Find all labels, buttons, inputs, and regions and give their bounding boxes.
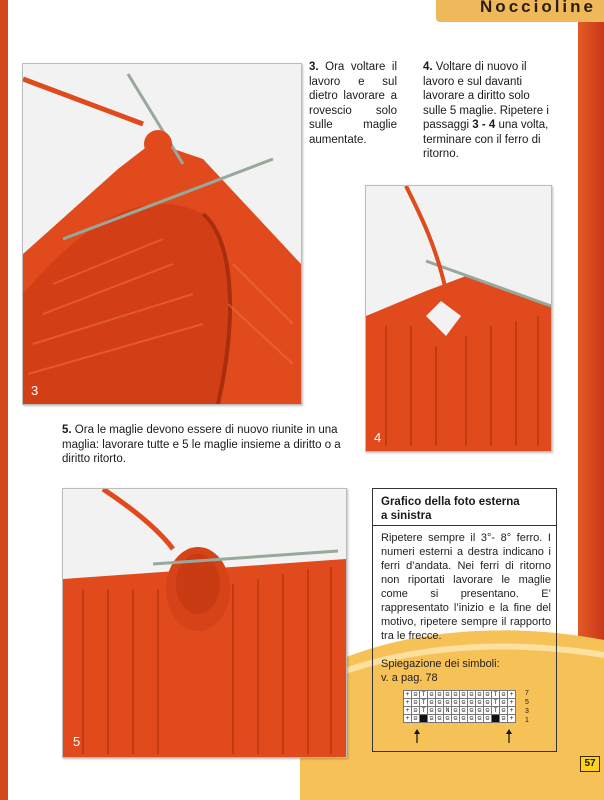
photo-step-5: [62, 488, 347, 758]
step-5-number: 5.: [62, 424, 72, 436]
chart-box-title-line1: Grafico della foto esterna: [381, 496, 520, 508]
chart-info-box: [372, 488, 557, 752]
step-3-body: Ora voltare il lavoro e sul dietro lavorare a rovescio solo sulle maglie aumentate.: [309, 61, 398, 146]
chart-row-number: 1: [525, 717, 529, 724]
step-4-body-b: una volta, terminare con il ferro di ritorno.: [423, 119, 549, 160]
chart-row-number: 7: [525, 690, 529, 697]
photo-step-4: [365, 185, 552, 452]
step-5-text: [62, 423, 344, 467]
arrow-up-icon: [413, 729, 421, 743]
knitting-photo-4: [366, 186, 551, 451]
left-color-band: [0, 0, 8, 800]
chart-row-numbers: [525, 689, 529, 725]
page-number: 57: [580, 756, 600, 772]
step-4-number: 4.: [423, 61, 433, 73]
step-4-bold: 3 - 4: [472, 119, 496, 131]
symbols-line2: v. a pag. 78: [381, 672, 438, 684]
chart-box-body: Ripetere sempre il 3°- 8° ferro. I numeri esterni a destra indicano i ferri d’andata. Nei ferri di ritorno non riportati lavorare le maglie come si presentano. E’ rappresentato l’inizio e la fine del motivo, ripetere sempre il rapporto tra le frecce.: [381, 532, 551, 642]
chart-row-number: 5: [525, 699, 529, 706]
photo-step-3: [22, 63, 302, 405]
photo-number-5: 5: [73, 734, 81, 749]
chart-row-number: 3: [525, 708, 529, 715]
step-4-text: [423, 60, 553, 162]
step-4-body-a: Voltare di nuovo il lavoro e sul davanti lavorare a diritto solo sulle 5 maglie. Ripetere i passaggi: [423, 61, 549, 131]
photo-number-4: 4: [374, 430, 382, 445]
chart-box-title-line2: a sinistra: [381, 510, 432, 522]
chart-row: + ⊟ T ⊟ ⊟ N ⊟ ⊟ ⊟ ⊟ ⊟ T ⊟ +: [404, 707, 516, 715]
arrow-up-icon: [505, 729, 513, 743]
knitting-chart: [403, 690, 529, 724]
step-3-text: [309, 60, 397, 147]
header-tab: [436, 0, 604, 22]
knitting-photo-3: [23, 64, 301, 404]
header-title: Noccioline: [480, 0, 596, 16]
photo-number-3: 3: [31, 383, 39, 398]
chart-box-title: [381, 495, 551, 523]
step-5-body: Ora le maglie devono essere di nuovo riunite in una maglia: lavorare tutte e 5 le maglie insieme a diritto o a diritto ritorto.: [62, 424, 341, 465]
chart-row: + ⊟ T ⊟ ⊟ ⊟ ⊟ ⊟ ⊟ ⊟ ⊟ T ⊟ +: [404, 699, 516, 707]
chart-row: + ⊟ T ⊟ ⊟ ⊟ ⊟ ⊟ ⊟ ⊟ ⊟ T ⊟ +: [404, 691, 516, 699]
symbols-reference: [381, 657, 551, 685]
knitting-chart-grid: [403, 690, 516, 723]
knitting-photo-5: [63, 489, 346, 757]
chart-row: + ⊟ ⊟ ⊟ ⊟ ⊟ ⊟ ⊟ ⊟ ⊟ ⊟ +: [404, 715, 516, 723]
chart-box-divider: [373, 525, 556, 526]
symbols-line1: Spiegazione dei simboli:: [381, 658, 500, 670]
step-3-number: 3.: [309, 61, 319, 73]
